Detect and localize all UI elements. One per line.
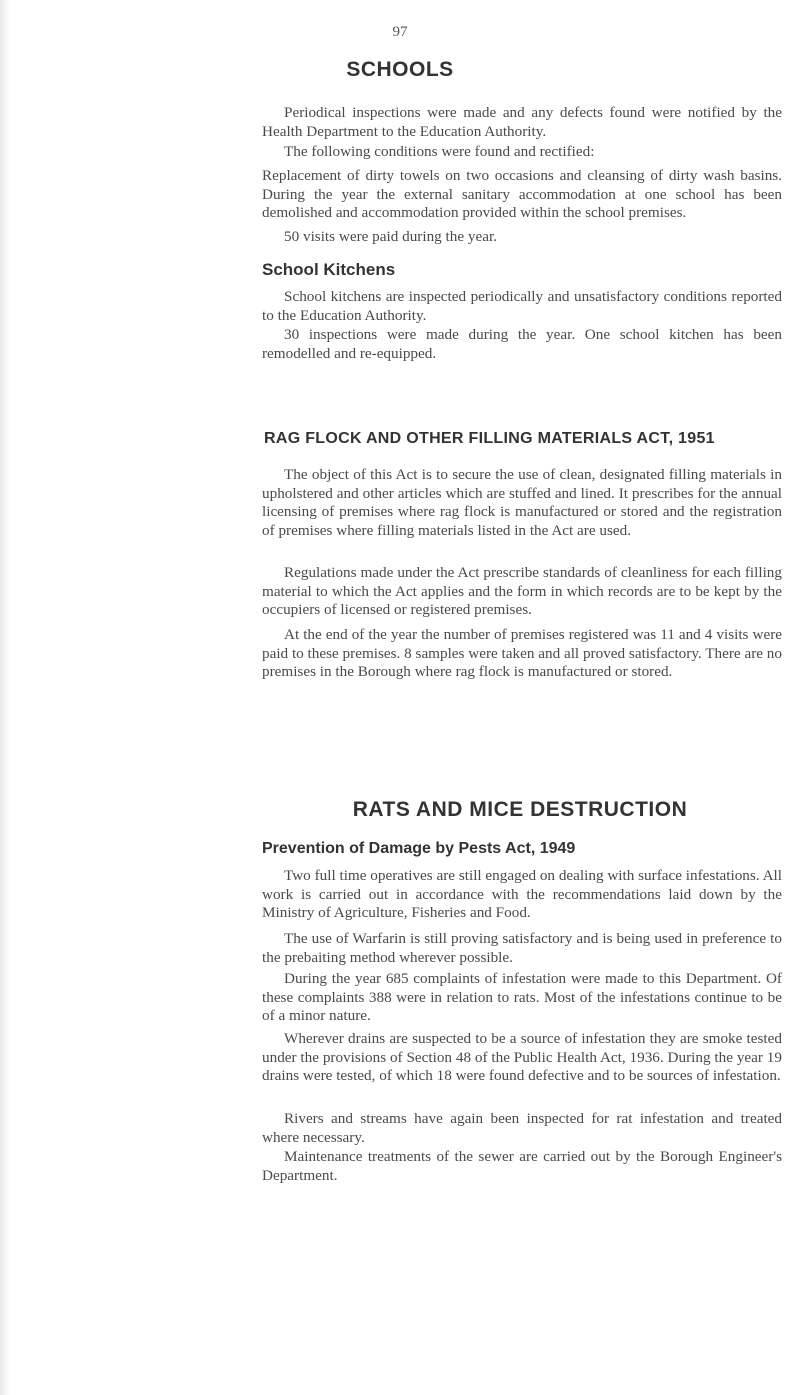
rats-mice-heading: RATS AND MICE DESTRUCTION xyxy=(352,798,688,821)
rag-paragraph-1: The object of this Act is to secure the use of clean, designated filling materials in upholstered and other articles which are stuffed and lined. It prescribes for the annual licensing of premises where rag flock is manufactured or stored and the registration of premises where filling materials listed in the Act are used. xyxy=(262,466,782,539)
rats-paragraph-1: Two full time operatives are still engaged on dealing with surface infestations. All work is carried out in accordance with the recommendations laid down by the Ministry of Agriculture, Fisheries and Food. xyxy=(262,867,782,922)
schools-paragraph-2: The following conditions were found and rectified: xyxy=(284,143,595,160)
rats-paragraph-4: Wherever drains are suspected to be a source of infestation they are smoke tested under the provisions of Section 48 of the Public Health Act, 1936. During the year 19 drains were tested, of which 18 were found defective and to be sources of infestation. xyxy=(262,1030,782,1085)
rats-paragraph-3: During the year 685 complaints of infestation were made to this Department. Of these complaints 388 were in relation to rats. Most of the infestations continue to be of a minor nature. xyxy=(262,970,782,1025)
scan-edge-shadow xyxy=(0,0,10,1395)
rats-paragraph-2: The use of Warfarin is still proving satisfactory and is being used in preference to the prebaiting method wherever possible. xyxy=(262,930,782,966)
school-kitchens-heading: School Kitchens xyxy=(262,260,396,279)
rats-paragraph-6: Maintenance treatments of the sewer are carried out by the Borough Engineer's Department. xyxy=(262,1148,782,1184)
kitchens-paragraph-1: School kitchens are inspected periodically and unsatisfactory conditions reported to the Education Authority. xyxy=(262,288,782,324)
kitchens-paragraph-2: 30 inspections were made during the year. One school kitchen has been remodelled and re-equipped. xyxy=(262,326,782,362)
page-number: 97 xyxy=(392,24,408,40)
schools-paragraph-3: Replacement of dirty towels on two occasions and cleansing of dirty wash basins. During the year the external sanitary accommodation at one school has been demolished and accommodation provided within the school premises. xyxy=(262,167,782,222)
rag-paragraph-2: Regulations made under the Act prescribe standards of cleanliness for each filling material to which the Act applies and the form in which records are to be kept by the occupiers of licensed or registered premises. xyxy=(262,564,782,619)
pests-act-subheading: Prevention of Damage by Pests Act, 1949 xyxy=(262,840,576,857)
schools-heading: SCHOOLS xyxy=(346,58,454,81)
schools-paragraph-4: 50 visits were paid during the year. xyxy=(284,228,497,245)
rats-paragraph-5: Rivers and streams have again been inspected for rat infestation and treated where necessary. xyxy=(262,1110,782,1146)
rag-flock-heading: RAG FLOCK AND OTHER FILLING MATERIALS ACT, 1951 xyxy=(264,430,715,447)
rag-paragraph-3: At the end of the year the number of premises registered was 11 and 4 visits were paid to these premises. 8 samples were taken and all proved satisfactory. There are no premises in the Borough where rag flock is manufactured or stored. xyxy=(262,626,782,681)
schools-paragraph-1: Periodical inspections were made and any defects found were notified by the Health Department to the Education Authority. xyxy=(262,104,782,140)
